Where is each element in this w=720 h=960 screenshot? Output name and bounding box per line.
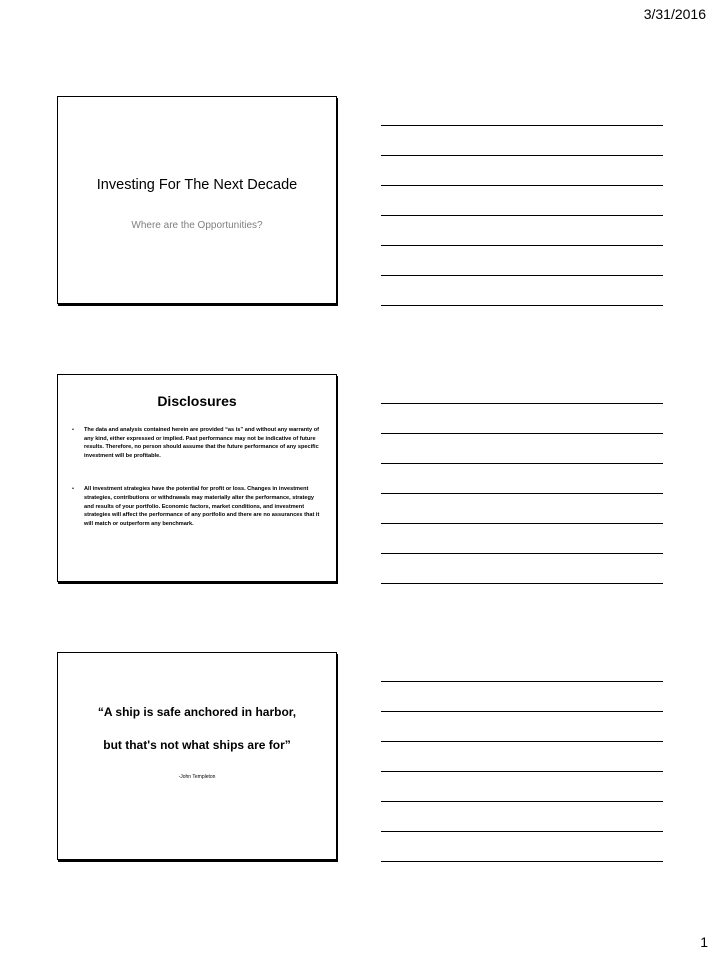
note-line	[381, 553, 663, 554]
note-line	[381, 523, 663, 524]
bullet-icon: •	[72, 486, 74, 493]
note-line	[381, 831, 663, 832]
note-line	[381, 583, 663, 584]
note-line	[381, 741, 663, 742]
note-line	[381, 275, 663, 276]
note-line	[381, 245, 663, 246]
note-lines-3	[381, 681, 663, 891]
note-line	[381, 433, 663, 434]
slide-title: Investing For The Next Decade	[96, 177, 298, 193]
note-line	[381, 681, 663, 682]
slide-thumbnail-3	[57, 652, 337, 860]
note-line	[381, 155, 663, 156]
note-line	[381, 403, 663, 404]
note-line	[381, 125, 663, 126]
quote-attribution: -John Templeton	[178, 774, 216, 780]
slide-thumbnail-2	[57, 374, 337, 582]
slide-subtitle: Where are the Opportunities?	[131, 220, 263, 231]
note-line	[381, 493, 663, 494]
note-line	[381, 305, 663, 306]
page-number: 1	[700, 934, 708, 950]
note-lines-2	[381, 403, 663, 613]
note-lines-1	[381, 125, 663, 335]
slide-thumbnail-1	[57, 96, 337, 304]
note-line	[381, 861, 663, 862]
disclosure-text: All investment strategies have the potential for profit or loss. Changes in investment strategies, contributions or withdrawals may materially alter the performance, strategy and results of your portfolio. Economic factors, market conditions, and investment strategies will affect the performance of any portfolio and there are no assurances that it will match or outperform any benchmark.	[84, 486, 320, 527]
slide-title: Disclosures	[157, 393, 237, 409]
list-item	[72, 426, 324, 460]
note-line	[381, 771, 663, 772]
quote-line-2: but that's not what ships are for”	[103, 738, 291, 752]
disclosure-list	[72, 426, 324, 553]
bullet-icon: •	[72, 427, 74, 433]
note-line	[381, 215, 663, 216]
note-line	[381, 711, 663, 712]
quote-line-1: “A ship is safe anchored in harbor,	[97, 705, 297, 719]
note-line	[381, 463, 663, 464]
note-line	[381, 801, 663, 802]
list-item	[72, 485, 324, 528]
note-line	[381, 185, 663, 186]
print-date: 3/31/2016	[643, 6, 706, 22]
disclosure-text: The data and analysis contained herein are provided “as is” and without any warranty of any kind, either expressed or implied. Past performance may not be indicative of future results. Therefore, no person should assume that the future performance of any specific investment will be profitable.	[84, 427, 319, 459]
